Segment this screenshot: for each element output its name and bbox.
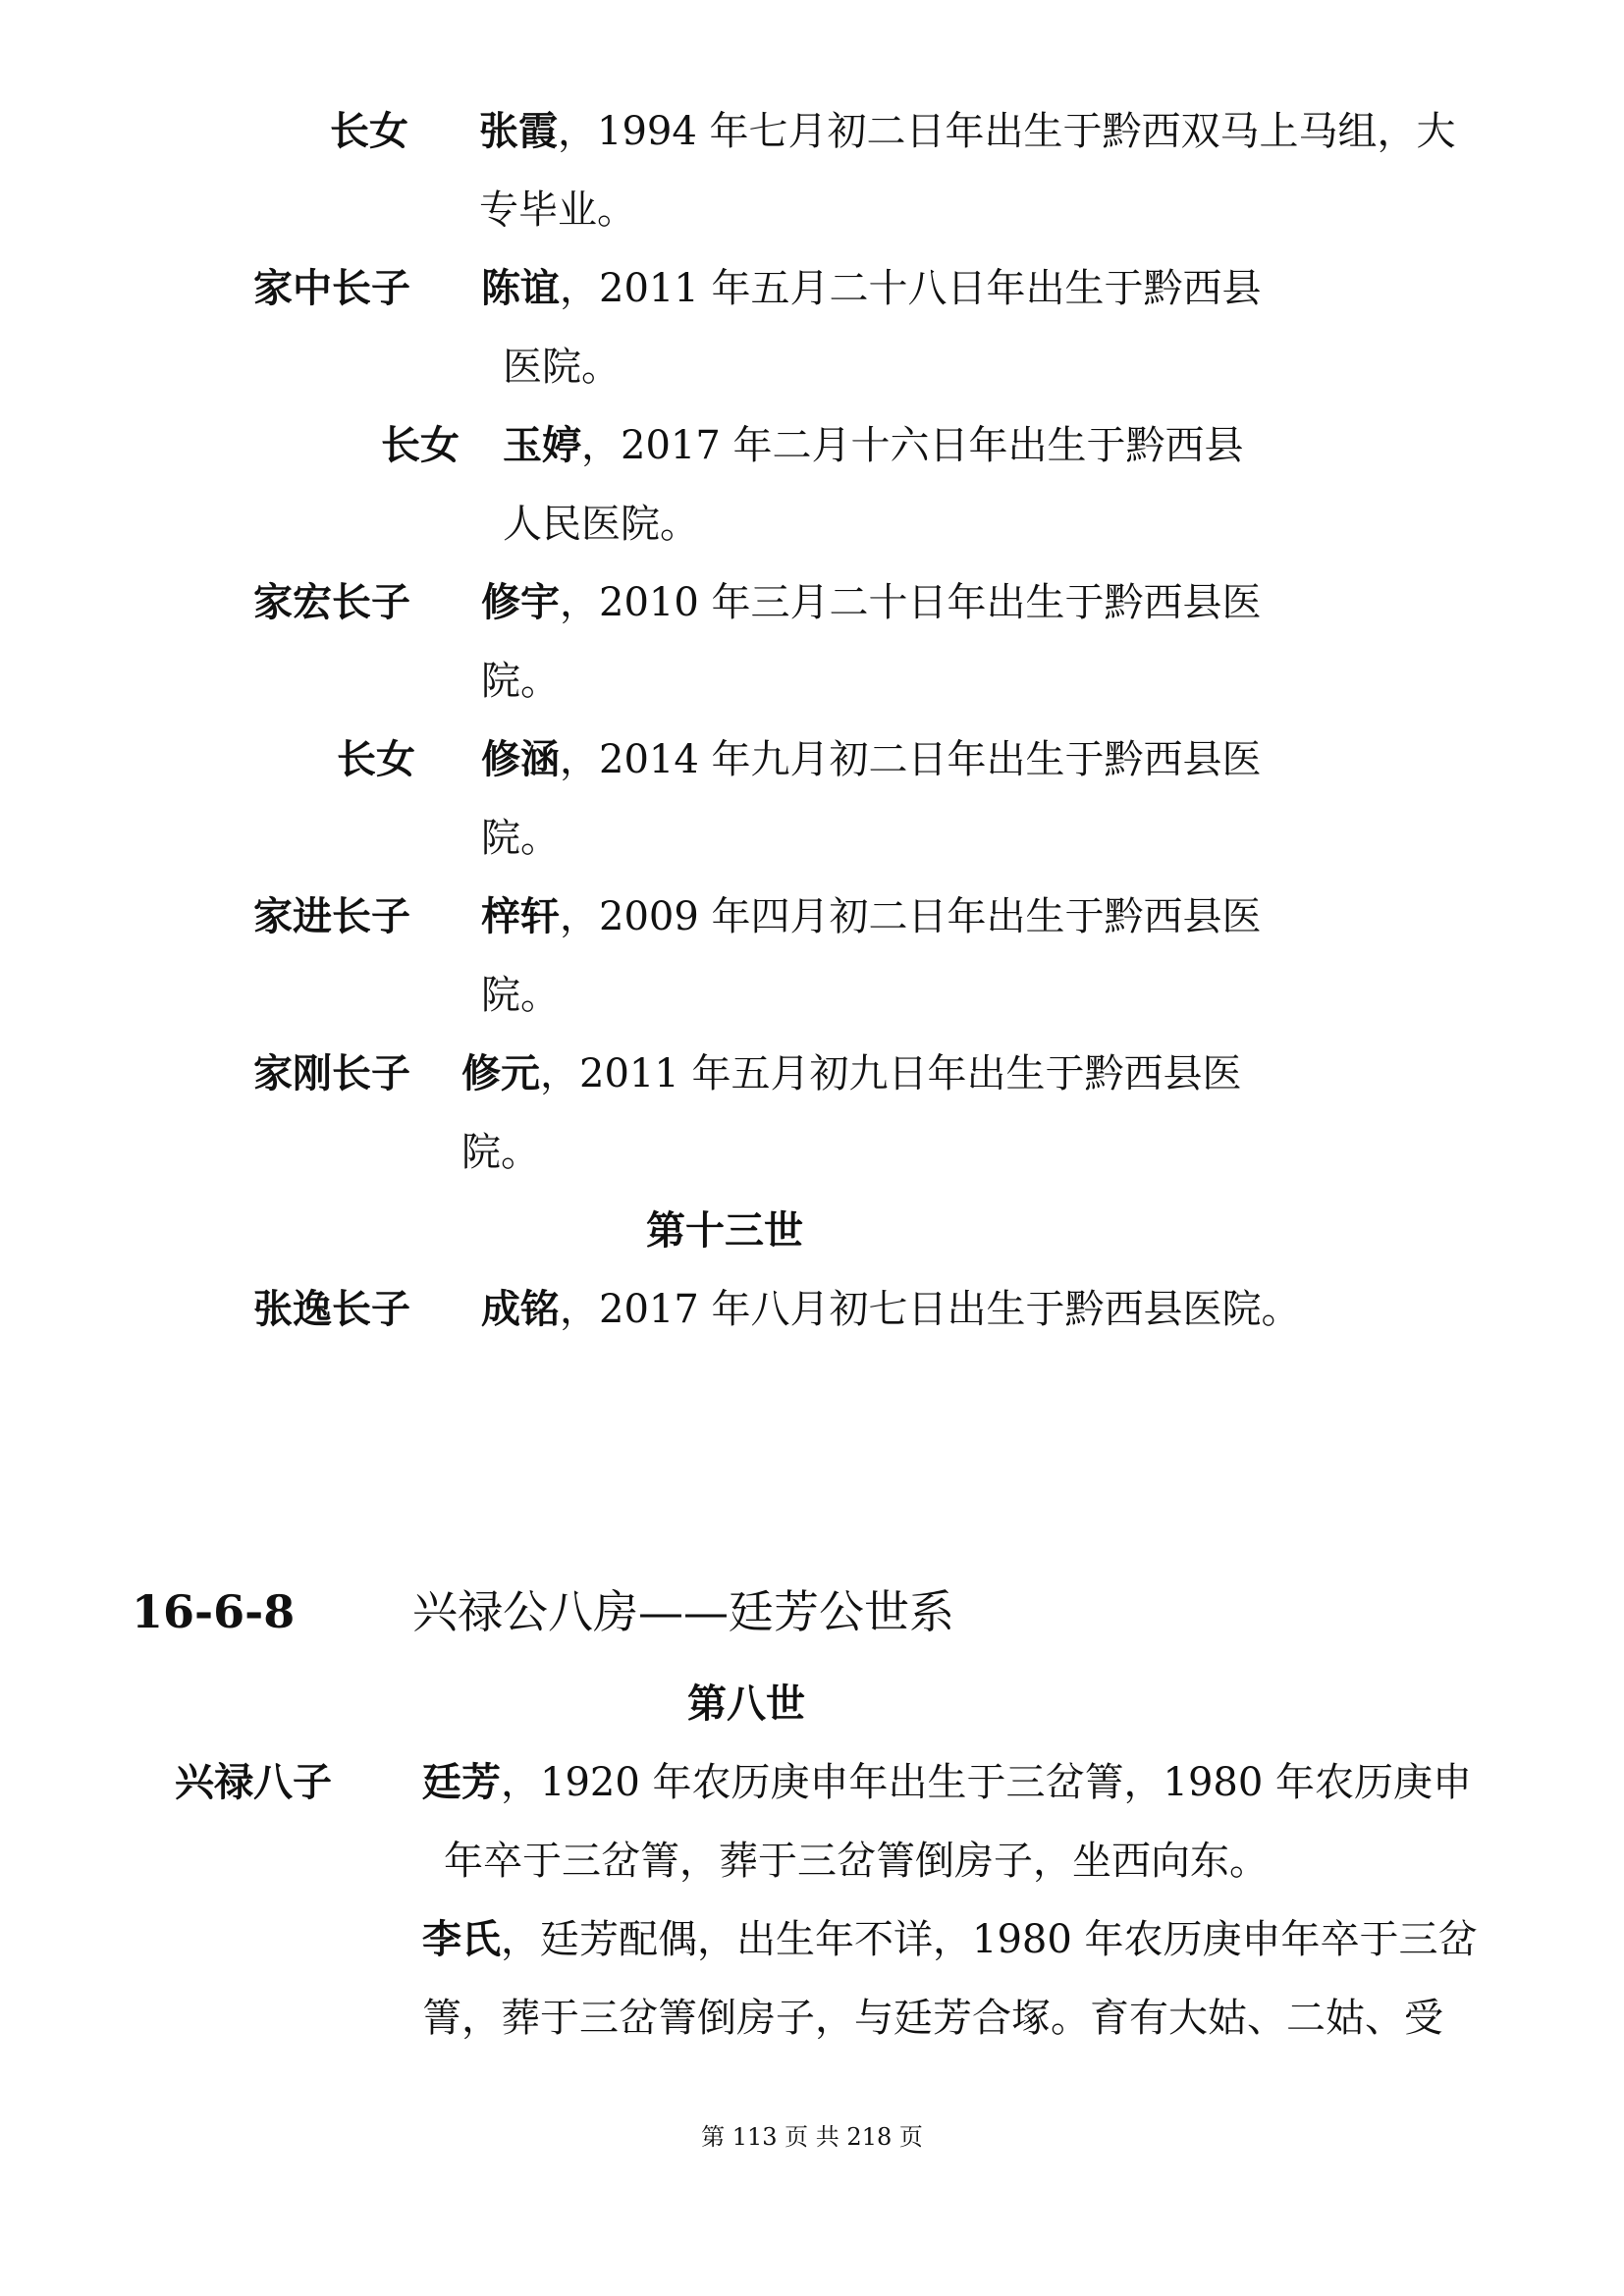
entry-5-relation: 长女 bbox=[337, 736, 415, 782]
entry-7-line-1 bbox=[461, 1048, 1242, 1099]
entry-7-relation: 家刚长子 bbox=[253, 1050, 410, 1096]
entry-6-name: 梓轩 bbox=[481, 893, 560, 939]
entry-4-line-1 bbox=[481, 577, 1262, 628]
entry-5-line-1 bbox=[481, 734, 1262, 785]
page-footer: 第 113 页 共 218 页 bbox=[701, 2123, 923, 2151]
gen13-name: 成铭 bbox=[481, 1286, 560, 1332]
entry-7-line-2: 院。 bbox=[461, 1130, 540, 1175]
entry-4-name: 修宇 bbox=[481, 579, 560, 625]
entry-2-line-2: 医院。 bbox=[503, 345, 621, 390]
entry-6-relation: 家进长子 bbox=[253, 893, 410, 939]
gen8-text-1: ，1920 年农历庚申年出生于三岔箐，1980 年农历庚申 bbox=[501, 1760, 1473, 1805]
spouse-line-1 bbox=[422, 1914, 1478, 1965]
entry-1-name: 张霞 bbox=[479, 108, 558, 154]
gen8-relation: 兴禄八子 bbox=[175, 1759, 332, 1805]
generation-8-heading: 第八世 bbox=[687, 1681, 805, 1727]
entry-3-text: ，2017 年二月十六日年出生于黔西县 bbox=[581, 423, 1244, 468]
generation-13-heading: 第十三世 bbox=[646, 1207, 803, 1254]
entry-5-line-2: 院。 bbox=[481, 816, 560, 861]
entry-1-relation: 长女 bbox=[330, 108, 408, 154]
entry-4-text: ，2010 年三月二十日年出生于黔西县医 bbox=[560, 580, 1262, 625]
gen8-name: 廷芳 bbox=[422, 1759, 501, 1805]
entry-2-relation: 家中长子 bbox=[253, 265, 410, 311]
gen13-line bbox=[481, 1284, 1301, 1335]
entry-6-line-2: 院。 bbox=[481, 973, 560, 1018]
entry-3-relation: 长女 bbox=[381, 422, 460, 468]
spouse-line-2: 箐，葬于三岔箐倒房子，与廷芳合塚。育有大姑、二姑、受 bbox=[422, 1996, 1443, 2041]
entry-2-line-1 bbox=[481, 263, 1262, 314]
entry-3-name: 玉婷 bbox=[503, 422, 581, 468]
gen8-line-2: 年卒于三岔箐，葬于三岔箐倒房子，坐西向东。 bbox=[444, 1839, 1269, 1884]
entry-4-relation: 家宏长子 bbox=[253, 579, 410, 625]
entry-1-line-1 bbox=[479, 106, 1456, 157]
entry-2-name: 陈谊 bbox=[481, 265, 560, 311]
entry-2-text: ，2011 年五月二十八日年出生于黔西县 bbox=[560, 266, 1262, 311]
entry-4-line-2: 院。 bbox=[481, 659, 560, 704]
entry-7-text: ，2011 年五月初九日年出生于黔西县医 bbox=[540, 1051, 1242, 1096]
section-number: 16-6-8 bbox=[132, 1585, 296, 1638]
gen8-line-1 bbox=[422, 1757, 1472, 1808]
gen13-text: ，2017 年八月初七日出生于黔西县医院。 bbox=[560, 1287, 1301, 1332]
section-title: 兴禄公八房——廷芳公世系 bbox=[412, 1585, 954, 1638]
entry-3-line-1 bbox=[503, 420, 1244, 471]
entry-6-line-1 bbox=[481, 891, 1262, 942]
entry-5-name: 修涵 bbox=[481, 736, 560, 782]
entry-1-text: ，1994 年七月初二日年出生于黔西双马上马组，大 bbox=[558, 109, 1456, 154]
entry-7-name: 修元 bbox=[461, 1050, 540, 1096]
entry-6-text: ，2009 年四月初二日年出生于黔西县医 bbox=[560, 894, 1262, 939]
entry-3-line-2: 人民医院。 bbox=[503, 502, 699, 547]
spouse-name: 李氏 bbox=[422, 1916, 501, 1962]
entry-5-text: ，2014 年九月初二日年出生于黔西县医 bbox=[560, 737, 1262, 782]
gen13-relation: 张逸长子 bbox=[253, 1286, 410, 1332]
spouse-text-1: ，廷芳配偶，出生年不详，1980 年农历庚申年卒于三岔 bbox=[501, 1917, 1478, 1962]
entry-1-line-2: 专毕业。 bbox=[479, 187, 636, 233]
